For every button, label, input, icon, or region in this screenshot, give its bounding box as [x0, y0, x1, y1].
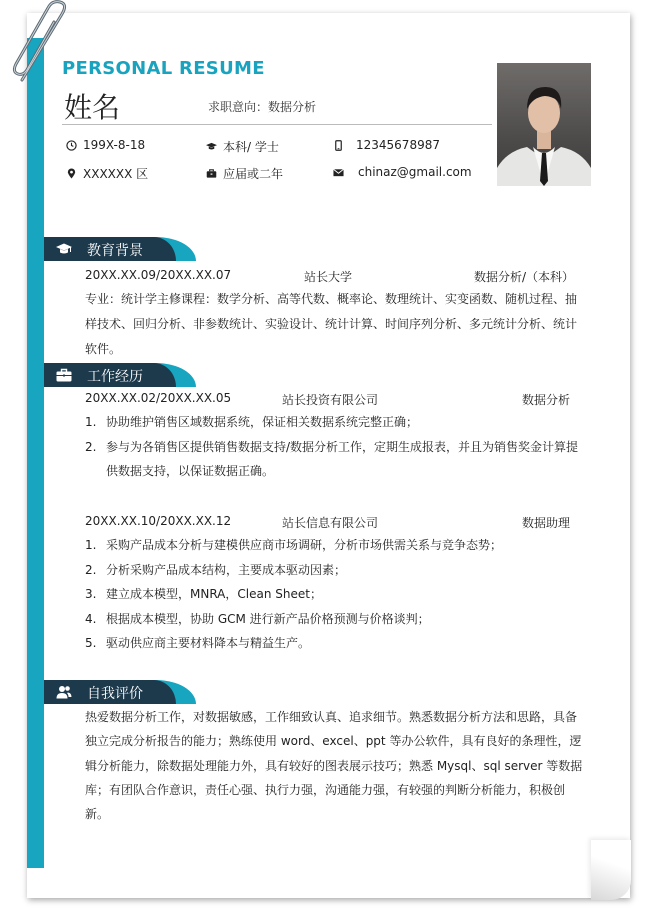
info-birth: [66, 138, 145, 152]
list-item: 2. 参与为各销售区提供销售数据支持/数据分析工作，定期生成报表，并且为销售奖金计算提供数据支持，以保证数据正确。: [85, 439, 579, 478]
edu-school: 站长大学: [304, 270, 353, 284]
profile-photo: [497, 63, 591, 186]
list-item: 5. 驱动供应商主要材料降本与精益生产。: [85, 636, 311, 650]
birth-date: 199X-8-18: [83, 138, 146, 152]
job-period: 20XX.XX.02/20XX.XX.05: [85, 391, 232, 405]
email-address: chinaz@gmail.com: [358, 165, 472, 179]
clock-icon: [66, 140, 77, 151]
edu-courses: 专业：统计学主修课程：数学分析、高等代数、概率论、数理统计、实变函数、随机过程、抽样技术、回归分析、非参数统计、实验设计、统计计算、时间序列分析、多元统计分析、统计软件。: [85, 292, 578, 356]
section-header-self: [44, 680, 192, 704]
edu-major: 数据分析/（本科）: [474, 270, 575, 284]
info-experience: [206, 165, 283, 182]
briefcase-icon: [206, 168, 217, 179]
users-icon: [56, 685, 72, 699]
list-item: 2. 分析采购产品成本结构，主要成本驱动因素；: [85, 562, 347, 577]
job-company: 站长信息有限公司: [282, 516, 379, 530]
job-role: 数据分析: [522, 393, 571, 407]
experience-text: 应届或二年: [223, 167, 284, 181]
resume-title: PERSONAL RESUME: [62, 58, 265, 79]
info-phone: [333, 138, 440, 152]
accent-bar: [27, 38, 44, 868]
envelope-icon: [333, 167, 344, 178]
job-duties: [85, 410, 585, 484]
phone-number: 12345678987: [356, 138, 440, 152]
job-intent: 求职意向：数据分析: [208, 100, 317, 114]
list-item: 1. 协助维护销售区域数据系统，保证相关数据系统完整正确；: [85, 415, 419, 429]
briefcase-icon: [56, 368, 72, 382]
self-evaluation-text: 热爱数据分析工作，对数据敏感，工作细致认真、追求细节。熟悉数据分析方法和思路，具备独立完成分析报告的能力；熟练使用 word、excel、ppt 等办公软件，具有良好的条理性，逻辑分析能力，除数据处理能力外，具有较好的图表展示技巧；熟悉 Mysql、sql server 等数据库；有团队合作意识，责任心强、执行力强，沟通能力强，有较强的判断分析能力，积极创新。: [85, 710, 583, 822]
map-pin-icon: [66, 168, 77, 179]
section-title: 自我评价: [87, 686, 143, 702]
candidate-name: 姓名: [64, 91, 121, 124]
info-degree: [206, 138, 279, 155]
list-item: 3. 建立成本模型，MNRA，Clean Sheet；: [85, 587, 322, 601]
job-company: 站长投资有限公司: [282, 393, 379, 407]
info-location: [66, 165, 148, 182]
info-email: [333, 165, 472, 179]
page-curl: [591, 840, 631, 900]
job-period: 20XX.XX.10/20XX.XX.12: [85, 514, 232, 528]
graduation-cap-icon: [56, 242, 72, 256]
section-header-work: [44, 363, 192, 387]
section-header-education: [44, 237, 192, 261]
list-item: 1. 采购产品成本分析与建模供应商市场调研，分析市场供需关系与竞争态势；: [85, 538, 503, 552]
edu-period: 20XX.XX.09/20XX.XX.07: [85, 268, 232, 282]
section-title: 工作经历: [87, 369, 143, 385]
location-text: XXXXXX 区: [83, 167, 149, 181]
header-divider: [62, 124, 492, 125]
degree-text: 本科/ 学士: [223, 140, 279, 154]
mobile-phone-icon: [333, 140, 344, 151]
list-item: 4. 根据成本模型，协助 GCM 进行新产品价格预测与价格谈判；: [85, 611, 430, 626]
job-role: 数据助理: [522, 516, 571, 530]
job-duties: [85, 533, 585, 656]
section-title: 教育背景: [87, 243, 143, 259]
graduation-cap-icon: [206, 141, 217, 152]
